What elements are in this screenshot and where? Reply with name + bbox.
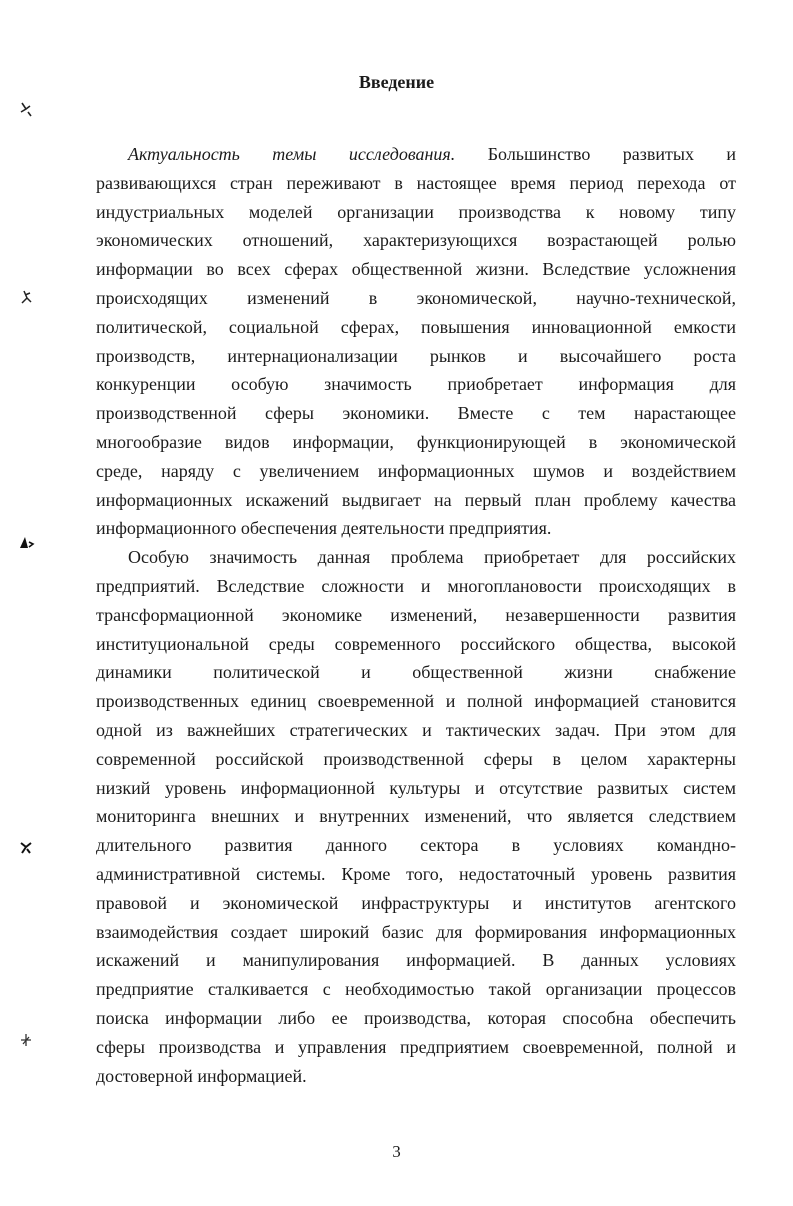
text-line: достоверной информацией.: [96, 1065, 307, 1086]
text-line: трансформационной экономике изменений, незавершенности развития: [96, 604, 736, 625]
italic-lead: Актуальность темы исследования.: [128, 144, 456, 164]
page-number: 3: [392, 1142, 401, 1161]
text-line: искажений и манипулирования информацией. В данных условиях: [96, 950, 736, 971]
text-line: мониторинга внешних и внутренних изменений, что является следствием: [96, 806, 736, 827]
text-line: взаимодействия создает широкий базис для формирования информационных: [96, 921, 736, 942]
text-line: низкий уровень информационной культуры и отсутствие развитых систем: [96, 777, 736, 798]
text-line: административной системы. Кроме того, недостаточный уровень развития: [96, 863, 736, 884]
text-line: производственной сферы экономики. Вместе с тем нарастающее: [96, 403, 736, 424]
text-line: сферы производства и управления предприятием своевременной, полной и: [96, 1036, 736, 1057]
scribble-mark-icon: [16, 532, 36, 552]
text-line: происходящих изменений в экономической, научно-технической,: [96, 287, 736, 308]
text-line: конкуренции особую значимость приобретает информация для: [96, 374, 736, 395]
text-line: институциональной среды современного российского общества, высокой: [96, 633, 736, 654]
text-line: среде, наряду с увеличением информационных шумов и воздействием: [96, 460, 736, 481]
text-line: информационного обеспечения деятельности предприятия.: [96, 518, 552, 539]
text-line: современной российской производственной сферы в целом характерны: [96, 748, 736, 769]
section-title: Введение: [358, 72, 435, 92]
text-line: экономических отношений, характеризующихся возрастающей ролью: [96, 230, 736, 251]
text-line: поиска информации либо ее производства, которая способна обеспечить: [96, 1007, 736, 1028]
text-line: развивающихся стран переживают в настоящее время период перехода от: [96, 172, 736, 193]
body-text: [96, 140, 736, 1090]
text-line: Особую значимость данная проблема приобретает для российских: [128, 547, 736, 568]
scribble-mark-icon: [16, 1030, 36, 1050]
text-line: индустриальных моделей организации производства к новому типу: [96, 201, 736, 222]
text-line: информации во всех сферах общественной жизни. Вследствие усложнения: [96, 259, 736, 280]
text-line: предприятий. Вследствие сложности и многоплановости происходящих в: [96, 575, 736, 596]
scribble-mark-icon: [16, 288, 36, 308]
text-line: производств, интернационализации рынков и высочайшего роста: [96, 345, 736, 366]
text-line: одной из важнейших стратегических и тактических задач. При этом для: [96, 719, 736, 740]
scribble-mark-icon: [16, 100, 36, 120]
text-line: производственных единиц своевременной и полной информацией становится: [96, 691, 736, 712]
text-line: предприятие сталкивается с необходимостью такой организации процессов: [96, 979, 736, 1000]
text-line: динамики политической и общественной жизни снабжение: [96, 662, 736, 683]
text-line: политической, социальной сферах, повышения инновационной емкости: [96, 316, 736, 337]
text-line: правовой и экономической инфраструктуры и институтов агентского: [96, 892, 736, 913]
scribble-mark-icon: [16, 838, 36, 858]
paragraph-1-line-1: [96, 140, 736, 169]
text-line: длительного развития данного сектора в условиях командно-: [96, 835, 736, 856]
paragraph-1-line-1-rest: Большинство развитых и: [487, 144, 736, 164]
text-line: многообразие видов информации, функционирующей в экономической: [96, 431, 736, 452]
text-line: информационных искажений выдвигает на первый план проблему качества: [96, 489, 736, 510]
